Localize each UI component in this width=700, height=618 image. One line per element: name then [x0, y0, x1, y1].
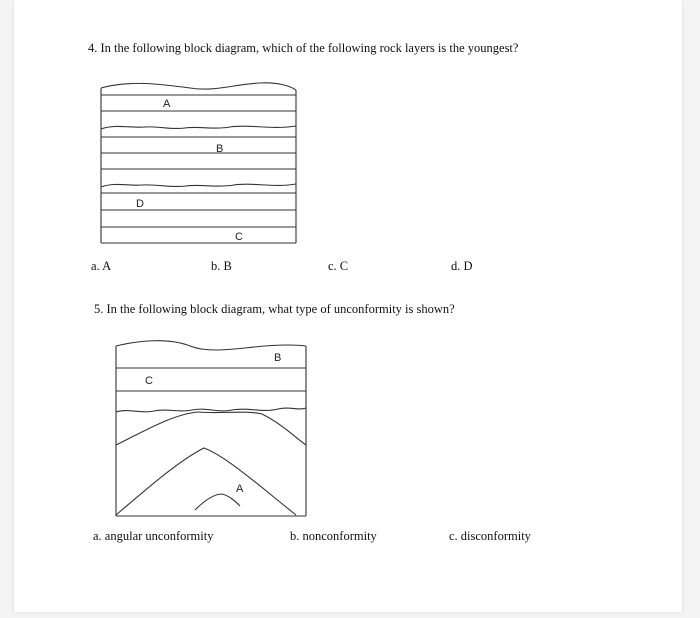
q4-label-d: D	[136, 198, 144, 210]
q4-option-c[interactable]: c. C	[328, 259, 349, 273]
q5-label-b: B	[274, 352, 282, 364]
worksheet-page	[14, 0, 682, 612]
q4-label-b: B	[216, 143, 224, 155]
question-5-prompt: 5. In the following block diagram, what type of unconformity is shown?	[94, 302, 455, 316]
q5-option-c[interactable]: c. disconformity	[449, 529, 531, 543]
q4-option-d[interactable]: d. D	[451, 259, 473, 273]
q5-label-a: A	[236, 483, 244, 495]
q5-option-b[interactable]: b. nonconformity	[290, 529, 377, 543]
q4-option-b[interactable]: b. B	[211, 259, 232, 273]
q5-label-c: C	[145, 375, 153, 387]
question-5-block-diagram	[14, 0, 682, 612]
question-4-prompt: 4. In the following block diagram, which of the following rock layers is the youngest?	[88, 41, 519, 55]
q5-option-a[interactable]: a. angular unconformity	[93, 529, 214, 543]
q4-option-a[interactable]: a. A	[91, 259, 112, 273]
q4-label-c: C	[235, 231, 243, 243]
q4-label-a: A	[163, 98, 171, 110]
